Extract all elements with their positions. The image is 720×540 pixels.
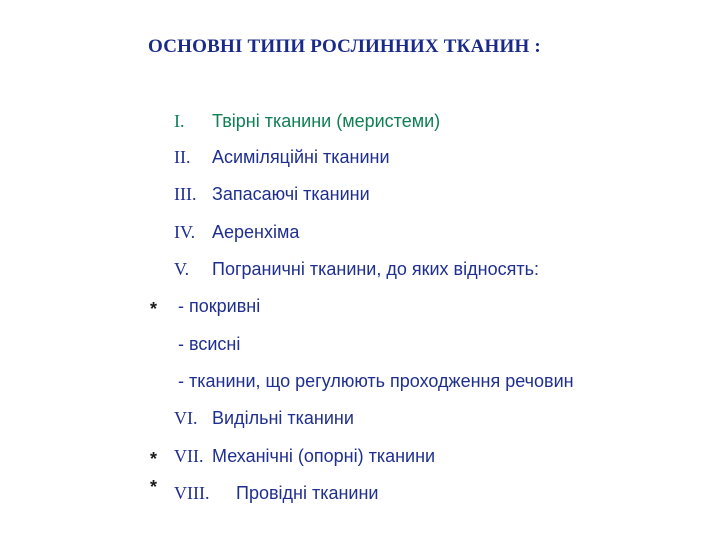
sub-item-absorbing: - всисні (178, 334, 241, 354)
page-title: ОСНОВНІ ТИПИ РОСЛИННИХ ТКАНИН : (148, 36, 541, 57)
item-text: Аеренхіма (212, 222, 300, 242)
item-text: Механічні (опорні) тканини (212, 446, 436, 466)
sub-item-regulating: - тканини, що регулюють проходження речовин (178, 371, 574, 391)
item-number: V. (174, 259, 190, 279)
item-number: II. (174, 147, 191, 167)
asterisk-marker: * (150, 477, 158, 497)
item-text: Видільні тканини (212, 408, 354, 428)
item-text: Пограничні тканини, до яких відносять: (212, 259, 539, 279)
item-number: VI. (174, 408, 198, 428)
item-number: I. (174, 111, 185, 131)
item-number: III. (174, 184, 197, 204)
item-text: Провідні тканини (236, 483, 379, 503)
sub-item-covering: - покривні (178, 296, 261, 316)
item-text: Твірні тканини (меристеми) (212, 111, 441, 131)
asterisk-marker: * (150, 449, 158, 469)
asterisk-marker: * (150, 299, 158, 319)
item-text: Запасаючі тканини (212, 184, 370, 204)
item-number: VII. (174, 446, 204, 466)
item-number: IV. (174, 222, 196, 242)
item-text: Асиміляційні тканини (212, 147, 390, 167)
item-number: VIII. (174, 483, 210, 503)
